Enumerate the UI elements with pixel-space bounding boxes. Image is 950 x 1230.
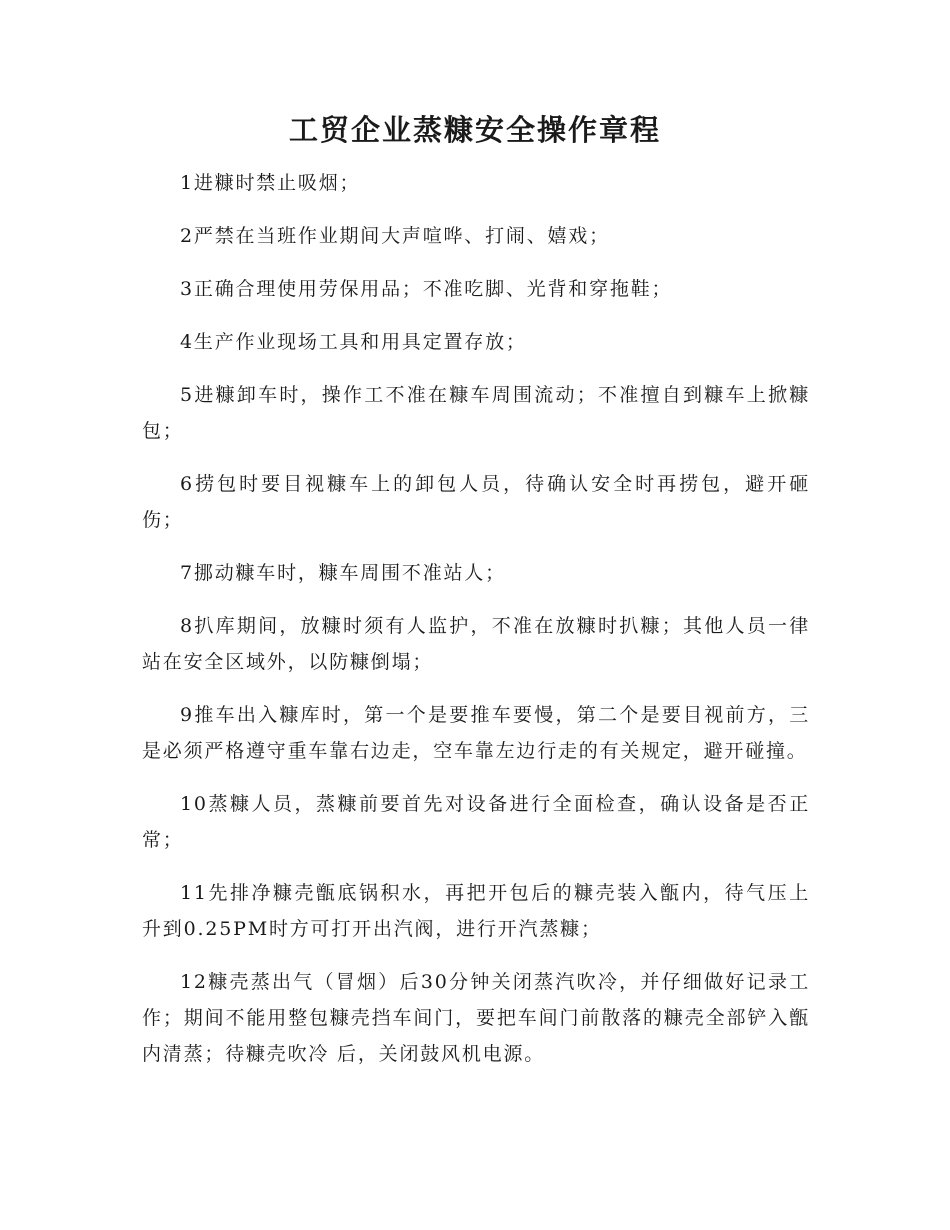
- rule-paragraph-3: 3正确合理使用劳保用品；不准吃脚、光背和穿拖鞋；: [180, 278, 673, 300]
- rule-paragraph-5: 5进糠卸车时，操作工不准在糠车周围流动；不准擅自到糠车上掀糠包；: [142, 384, 810, 442]
- rule-paragraph-4: 4生产作业现场工具和用具定置存放；: [180, 331, 527, 353]
- rule-paragraph-8: 8扒库期间，放糠时须有人监护，不准在放糠时扒糠；其他人员一律站在安全区域外，以防糠倒塌；: [142, 615, 810, 673]
- rule-paragraph-7: 7挪动糠车时，糠车周围不准站人；: [180, 562, 506, 584]
- document-body: [142, 165, 810, 1089]
- rule-paragraph-1: 1进糠时禁止吸烟；: [180, 172, 361, 194]
- rule-paragraph-2: 2严禁在当班作业期间大声喧哗、打闹、嬉戏；: [180, 225, 610, 247]
- rule-paragraph-11: 11先排净糠壳甑底锅积水，再把开包后的糠壳装入甑内，待气压上升到0.25PM时方可打开出汽阀，进行开汽蒸糠；: [142, 882, 810, 940]
- document-title: 工贸企业蒸糠安全操作章程: [288, 113, 661, 147]
- rule-paragraph-10: 10蒸糠人员，蒸糠前要首先对设备进行全面检查，确认设备是否正常；: [142, 793, 810, 851]
- rule-paragraph-9: 9推车出入糠库时，第一个是要推车要慢，第二个是要目视前方，三是必须严格遵守重车靠右边走，空车靠左边行走的有关规定，避开碰撞。: [142, 704, 810, 762]
- rule-paragraph-6: 6捞包时要目视糠车上的卸包人员，待确认安全时再捞包，避开砸伤；: [142, 473, 810, 531]
- rule-paragraph-12: 12糠壳蒸出气（冒烟）后30分钟关闭蒸汽吹冷，并仔细做好记录工作；期间不能用整包糠壳挡车间门，要把车间门前散落的糠壳全部铲入甑内清蒸；待糠壳吹冷 后，关闭鼓风机电源。: [142, 971, 810, 1065]
